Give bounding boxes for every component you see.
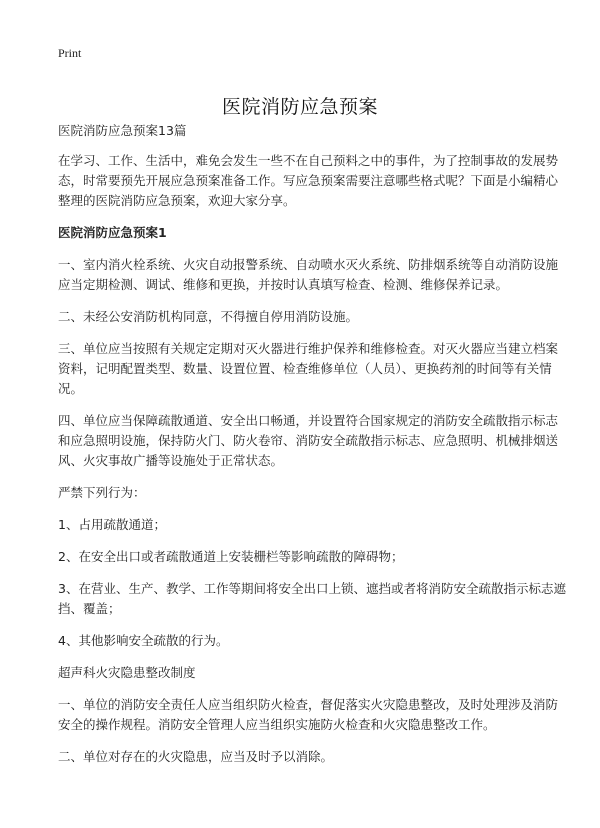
print-label: Print [58, 46, 82, 60]
rectification-item-2: 二、单位对存在的火灾隐患，应当及时予以消除。 [58, 749, 334, 764]
document-title: 医院消防应急预案 [221, 95, 378, 118]
paragraph-item-2: 二、未经公安消防机构同意，不得擅自停用消防设施。 [58, 309, 359, 324]
intro-paragraph: 在学习、工作、生活中，难免会发生一些不在自己预料之中的事件，为了控制事故的发展势态，时常要预先开展应急预案准备工作。写应急预案需要注意哪些格式呢？下面是小编精心整理的医院消防应急预案，欢迎大家分享。 [58, 153, 559, 208]
section-heading: 医院消防应急预案1 [58, 225, 167, 240]
paragraph-item-4: 四、单位应当保障疏散通道、安全出口畅通，并设置符合国家规定的消防安全疏散指示标志和应急照明设施，保持防火门、防火卷帘、消防安全疏散指示标志、应急照明、机械排烟送风、火灾事故广播等设施处于正常状态。 [58, 413, 559, 468]
prohibited-item-1: 1、占用疏散通道； [58, 517, 166, 532]
prohibited-heading: 严禁下列行为： [58, 485, 146, 500]
rectification-item-1: 一、单位的消防安全责任人应当组织防火检查，督促落实火灾隐患整改，及时处理涉及消防安全的操作规程。消防安全管理人应当组织实施防火检查和火灾隐患整改工作。 [58, 697, 559, 732]
subtitle-paragraph: 医院消防应急预案13篇 [58, 123, 187, 138]
document-body [58, 121, 568, 779]
paragraph-item-1: 一、室内消火栓系统、火灾自动报警系统、自动喷水灭火系统、防排烟系统等自动消防设施应当定期检测、调试、维修和更换，并按时认真填写检查、检测、维修保养记录。 [58, 257, 559, 292]
rectification-heading: 超声科火灾隐患整改制度 [58, 665, 196, 680]
prohibited-item-3: 3、在营业、生产、教学、工作等期间将安全出口上锁、遮挡或者将消防安全疏散指示标志遮挡、覆盖； [58, 581, 566, 616]
prohibited-item-2: 2、在安全出口或者疏散通道上安装栅栏等影响疏散的障碍物； [58, 549, 404, 564]
paragraph-item-3: 三、单位应当按照有关规定定期对灭火器进行维护保养和维修检查。对灭火器应当建立档案资料，记明配置类型、数量、设置位置、检查维修单位（人员）、更换药剂的时间等有关情况。 [58, 341, 559, 396]
prohibited-item-4: 4、其他影响安全疏散的行为。 [58, 633, 229, 648]
